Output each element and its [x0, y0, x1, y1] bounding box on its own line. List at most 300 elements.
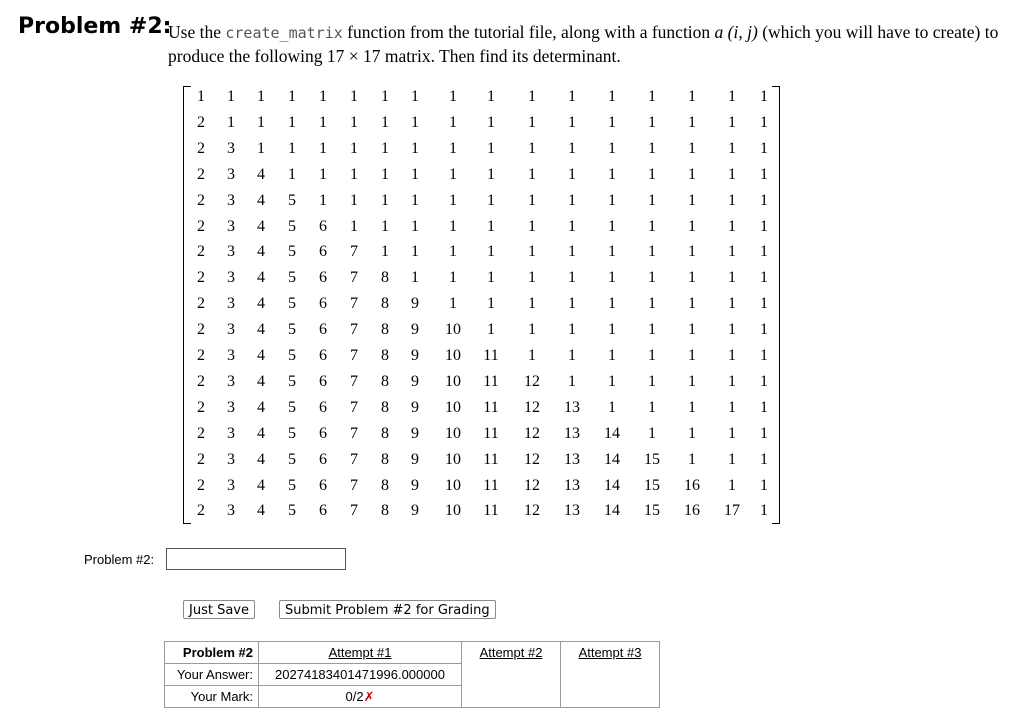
matrix-cell: 1: [487, 217, 495, 235]
matrix-cell: 1: [528, 88, 536, 105]
matrix-cell: 2: [197, 165, 205, 183]
matrix-cell: 6: [319, 321, 327, 339]
matrix-cell: 1: [728, 398, 736, 416]
matrix-cell: 1: [487, 295, 495, 313]
matrix-cell: 5: [288, 243, 296, 261]
matrix-cell: 9: [411, 398, 419, 416]
matrix-cell: 11: [483, 450, 499, 468]
matrix-cell: 1: [381, 139, 389, 157]
matrix-cell: 1: [257, 139, 265, 157]
matrix-cell: 1: [411, 243, 419, 261]
matrix-cell: 1: [350, 217, 358, 235]
matrix-cell: 7: [350, 502, 358, 520]
matrix-cell: 5: [288, 372, 296, 390]
your-mark-label: Your Mark:: [165, 686, 259, 708]
matrix-cell: 7: [350, 398, 358, 416]
attempt-2-link[interactable]: Attempt #2: [479, 645, 543, 660]
matrix-cell: 2: [197, 191, 205, 209]
matrix-cell: 10: [445, 321, 461, 339]
matrix-cell: 1: [568, 372, 576, 390]
attempt-1-answer: 20274183401471996.000000: [259, 664, 462, 686]
matrix-cell: 14: [604, 424, 620, 442]
matrix-cell: 1: [688, 424, 696, 442]
matrix-cell: 12: [524, 476, 540, 494]
matrix-cell: 9: [411, 372, 419, 390]
matrix-cell: 1: [688, 88, 696, 105]
matrix-cell: 1: [688, 450, 696, 468]
matrix-cell: 1: [487, 191, 495, 209]
matrix-cell: 6: [319, 243, 327, 261]
matrix-cell: 4: [257, 243, 265, 261]
matrix-cell: 1: [648, 269, 656, 287]
matrix-cell: 4: [257, 476, 265, 494]
matrix-cell: 1: [288, 165, 296, 183]
matrix-cell: 8: [381, 398, 389, 416]
matrix-cell: 7: [350, 424, 358, 442]
matrix-cell: 1: [688, 372, 696, 390]
matrix-cell: 3: [227, 295, 235, 313]
matrix-cell: 1: [688, 113, 696, 131]
matrix-cell: 1: [449, 191, 457, 209]
matrix-cell: 9: [411, 295, 419, 313]
matrix-cell: 9: [411, 450, 419, 468]
matrix-cell: 1: [449, 243, 457, 261]
matrix-cell: 1: [728, 450, 736, 468]
problem-heading: Problem #2:: [18, 14, 172, 39]
matrix-cell: 1: [449, 88, 457, 105]
matrix-cell: 2: [197, 269, 205, 287]
matrix-cell: 1: [528, 165, 536, 183]
matrix-cell: 1: [411, 217, 419, 235]
matrix-cell: 4: [257, 398, 265, 416]
matrix-cell: 1: [528, 295, 536, 313]
matrix-cell: 2: [197, 450, 205, 468]
matrix-cell: 8: [381, 295, 389, 313]
matrix-cell: 6: [319, 476, 327, 494]
matrix-cell: 8: [381, 476, 389, 494]
matrix-cell: 1: [728, 191, 736, 209]
function-name: create_matrix: [225, 24, 343, 42]
submit-grading-button[interactable]: Submit Problem #2 for Grading: [279, 600, 496, 619]
matrix-cell: 1: [568, 321, 576, 339]
matrix-cell: 4: [257, 424, 265, 442]
matrix-cell: 1: [449, 139, 457, 157]
matrix-cell: 1: [319, 191, 327, 209]
matrix-cell: 1: [648, 191, 656, 209]
matrix-cell: 9: [411, 347, 419, 364]
matrix-cell: 8: [381, 450, 389, 468]
matrix-cell: 1: [728, 347, 736, 364]
matrix-cell: 2: [197, 372, 205, 390]
matrix-cell: 5: [288, 269, 296, 287]
matrix-cell: 8: [381, 502, 389, 520]
matrix-cell: 1: [648, 347, 656, 364]
matrix-cell: 2: [197, 139, 205, 157]
matrix-cell: 1: [648, 372, 656, 390]
matrix-cell: 1: [227, 113, 235, 131]
matrix-cell: 8: [381, 321, 389, 339]
matrix-cell: 1: [528, 217, 536, 235]
your-answer-label: Your Answer:: [165, 664, 259, 686]
matrix-cell: 1: [760, 139, 768, 157]
matrix-cell: 1: [381, 165, 389, 183]
matrix-cell: 4: [257, 450, 265, 468]
matrix-cell: 7: [350, 321, 358, 339]
matrix-cell: 1: [350, 88, 358, 105]
matrix-cell: 5: [288, 347, 296, 364]
matrix-cell: 12: [524, 398, 540, 416]
matrix-cell: 4: [257, 347, 265, 364]
matrix-cell: 3: [227, 243, 235, 261]
matrix-cell: 3: [227, 398, 235, 416]
just-save-button[interactable]: Just Save: [183, 600, 255, 619]
matrix-cell: 1: [728, 217, 736, 235]
matrix-cell: 6: [319, 450, 327, 468]
matrix-cell: 8: [381, 269, 389, 287]
matrix-cell: 7: [350, 372, 358, 390]
incorrect-cross-icon: ✗: [363, 688, 375, 704]
matrix-cell: 3: [227, 269, 235, 287]
matrix-cell: 3: [227, 347, 235, 364]
matrix-cell: 4: [257, 372, 265, 390]
matrix-cell: 1: [648, 243, 656, 261]
matrix-cell: 2: [197, 398, 205, 416]
matrix-cell: 7: [350, 476, 358, 494]
matrix-cell: 1: [381, 243, 389, 261]
matrix-cell: 16: [684, 476, 700, 494]
matrix-cell: 3: [227, 450, 235, 468]
matrix-cell: 11: [483, 476, 499, 494]
matrix-cell: 16: [684, 502, 700, 520]
matrix-cell: 1: [608, 139, 616, 157]
matrix-cell: 1: [568, 88, 576, 105]
matrix-cell: 7: [350, 295, 358, 313]
matrix-cell: 1: [608, 398, 616, 416]
matrix-cell: 1: [760, 347, 768, 364]
matrix-cell: 9: [411, 476, 419, 494]
matrix-cell: 1: [381, 191, 389, 209]
matrix-cell: 1: [760, 243, 768, 261]
matrix-cell: 1: [728, 243, 736, 261]
statement-text-1: Use the: [168, 22, 226, 42]
matrix-cell: 1: [449, 113, 457, 131]
matrix-cell: 1: [568, 269, 576, 287]
matrix-cell: 1: [760, 269, 768, 287]
matrix-cell: 6: [319, 502, 327, 520]
matrix-cell: 7: [350, 269, 358, 287]
matrix-cell: 1: [608, 347, 616, 364]
matrix-cell: 1: [568, 217, 576, 235]
matrix-cell: 1: [449, 295, 457, 313]
matrix-cell: 1: [728, 88, 736, 105]
matrix-cell: 4: [257, 321, 265, 339]
matrix-cell: 1: [608, 321, 616, 339]
matrix-cell: 1: [449, 269, 457, 287]
answer-label: Problem #2:: [84, 552, 155, 567]
matrix-cell: 1: [568, 165, 576, 183]
matrix-cell: 1: [568, 347, 576, 364]
statement-text-3: (which you will have to create) to produce the following 17 × 17 matrix. Then find its determinant.: [168, 22, 999, 66]
matrix-cell: 1: [760, 295, 768, 313]
matrix-cell: 13: [564, 476, 580, 494]
matrix-cell: 1: [688, 398, 696, 416]
matrix-cell: 1: [688, 295, 696, 313]
matrix-cell: 1: [760, 502, 768, 520]
matrix-cell: 10: [445, 450, 461, 468]
matrix-cell: 14: [604, 502, 620, 520]
matrix-cell: 1: [760, 88, 768, 105]
matrix-cell: 2: [197, 424, 205, 442]
matrix-cell: 1: [760, 398, 768, 416]
matrix-cell: 1: [350, 139, 358, 157]
matrix-cell: 9: [411, 502, 419, 520]
matrix-cell: 10: [445, 424, 461, 442]
matrix-cell: 1: [528, 269, 536, 287]
matrix-cell: 12: [524, 372, 540, 390]
matrix-cell: 1: [449, 165, 457, 183]
matrix-cell: 1: [688, 347, 696, 364]
matrix-cell: 12: [524, 450, 540, 468]
matrix-cell: 3: [227, 502, 235, 520]
matrix-cell: 1: [568, 113, 576, 131]
matrix-cell: 1: [608, 165, 616, 183]
matrix-cell: 14: [604, 476, 620, 494]
matrix-cell: 2: [197, 347, 205, 364]
matrix-cell: 3: [227, 165, 235, 183]
matrix-cell: 1: [608, 372, 616, 390]
matrix-cell: 4: [257, 269, 265, 287]
matrix-cell: 1: [411, 88, 419, 105]
matrix-cell: 3: [227, 424, 235, 442]
matrix-cell: 5: [288, 321, 296, 339]
attempt-1-mark: [259, 686, 462, 708]
matrix-cell: 2: [197, 295, 205, 313]
matrix-cell: 11: [483, 502, 499, 520]
matrix-cell: 2: [197, 321, 205, 339]
matrix-cell: 1: [688, 321, 696, 339]
matrix-cell: 15: [644, 450, 660, 468]
matrix-cell: 11: [483, 372, 499, 390]
matrix-cell: 1: [648, 165, 656, 183]
matrix-cell: 1: [381, 113, 389, 131]
matrix-cell: 4: [257, 295, 265, 313]
matrix-cell: 3: [227, 139, 235, 157]
matrix-cell: 1: [381, 88, 389, 105]
matrix-cell: 1: [728, 269, 736, 287]
matrix-cell: 1: [528, 243, 536, 261]
matrix-cell: 1: [760, 372, 768, 390]
statement-text-2: function from the tutorial file, along with a function: [342, 22, 715, 42]
matrix-cell: 1: [728, 372, 736, 390]
matrix-cell: 1: [648, 113, 656, 131]
matrix-cell: 1: [487, 88, 495, 105]
matrix-cell: 4: [257, 191, 265, 209]
attempt-3-link[interactable]: Attempt #3: [578, 645, 642, 660]
matrix-cell: 6: [319, 217, 327, 235]
matrix-cell: 6: [319, 398, 327, 416]
matrix-cell: 6: [319, 424, 327, 442]
matrix-cell: 1: [648, 321, 656, 339]
matrix-cell: 5: [288, 398, 296, 416]
matrix-cell: 1: [411, 191, 419, 209]
matrix-cell: 1: [760, 424, 768, 442]
results-table: [164, 641, 660, 708]
matrix-cell: 1: [648, 424, 656, 442]
matrix-cell: 12: [524, 424, 540, 442]
matrix-cell: 9: [411, 424, 419, 442]
matrix-cell: 6: [319, 347, 327, 364]
matrix-cell: 1: [760, 321, 768, 339]
matrix-cell: 3: [227, 321, 235, 339]
matrix-cell: 1: [487, 243, 495, 261]
matrix-cell: 1: [257, 88, 265, 105]
matrix-cell: 1: [487, 321, 495, 339]
matrix-cell: 6: [319, 372, 327, 390]
matrix-cell: 5: [288, 476, 296, 494]
matrix-cell: 5: [288, 502, 296, 520]
matrix-cell: 1: [197, 88, 205, 105]
matrix-cell: 1: [608, 113, 616, 131]
matrix-cell: 1: [728, 424, 736, 442]
matrix-cell: 1: [319, 88, 327, 105]
matrix-cell: 1: [760, 476, 768, 494]
matrix-cell: 5: [288, 424, 296, 442]
matrix-cell: 1: [648, 295, 656, 313]
matrix-cell: 1: [449, 217, 457, 235]
matrix-cell: 1: [487, 165, 495, 183]
matrix-cell: 1: [487, 113, 495, 131]
matrix-cell: 3: [227, 191, 235, 209]
matrix-cell: 1: [227, 88, 235, 105]
mark-value: 0/2: [345, 688, 364, 704]
matrix-cell: 1: [688, 243, 696, 261]
matrix-cell: 1: [288, 139, 296, 157]
matrix-cell: 5: [288, 191, 296, 209]
attempt-1-link[interactable]: Attempt #1: [328, 645, 392, 660]
matrix-cell: 1: [688, 191, 696, 209]
matrix-cell: 1: [608, 243, 616, 261]
matrix-cell: 1: [381, 217, 389, 235]
matrix-cell: 12: [524, 502, 540, 520]
math-function: a (i, j): [714, 22, 758, 42]
matrix-cell: 2: [197, 476, 205, 494]
matrix-cell: 10: [445, 476, 461, 494]
matrix-cell: 2: [197, 502, 205, 520]
matrix-cell: 1: [528, 113, 536, 131]
matrix-cell: 1: [411, 269, 419, 287]
matrix-cell: 7: [350, 347, 358, 364]
matrix-cell: 1: [728, 295, 736, 313]
matrix-cell: 8: [381, 347, 389, 364]
matrix-cell: 1: [411, 165, 419, 183]
matrix-cell: 1: [528, 139, 536, 157]
matrix-cell: 5: [288, 450, 296, 468]
matrix-cell: 1: [568, 191, 576, 209]
matrix-cell: 1: [350, 191, 358, 209]
matrix-cell: 11: [483, 424, 499, 442]
matrix-cell: 1: [728, 139, 736, 157]
matrix-cell: 1: [760, 165, 768, 183]
matrix-cell: 1: [648, 398, 656, 416]
matrix-cell: 1: [728, 113, 736, 131]
matrix-cell: 6: [319, 295, 327, 313]
matrix-cell: 1: [760, 113, 768, 131]
matrix-cell: 8: [381, 424, 389, 442]
matrix-cell: 1: [350, 113, 358, 131]
matrix-cell: 1: [568, 139, 576, 157]
matrix-cell: 5: [288, 217, 296, 235]
problem-statement: [168, 21, 1010, 68]
matrix-cell: 15: [644, 502, 660, 520]
matrix-cell: 1: [487, 139, 495, 157]
matrix-cell: 4: [257, 217, 265, 235]
matrix-cell: 2: [197, 113, 205, 131]
matrix-cell: 6: [319, 269, 327, 287]
matrix-cell: 1: [608, 191, 616, 209]
matrix-cell: 1: [319, 165, 327, 183]
matrix-cell: 13: [564, 502, 580, 520]
matrix-cell: 1: [648, 139, 656, 157]
results-problem-label: Problem #2: [165, 642, 259, 664]
matrix-cell: 10: [445, 398, 461, 416]
matrix-cell: 1: [760, 191, 768, 209]
matrix-cell: 15: [644, 476, 660, 494]
matrix-cell: 1: [288, 88, 296, 105]
matrix-cell: 1: [688, 139, 696, 157]
matrix-cell: 1: [760, 450, 768, 468]
matrix-cell: 3: [227, 476, 235, 494]
matrix-cell: 5: [288, 295, 296, 313]
matrix-cell: 1: [608, 295, 616, 313]
matrix-cell: 13: [564, 398, 580, 416]
matrix-cell: 1: [528, 191, 536, 209]
matrix-display: [183, 86, 783, 526]
matrix-cell: 1: [411, 113, 419, 131]
matrix-cell: 1: [288, 113, 296, 131]
matrix-cell: 7: [350, 243, 358, 261]
matrix-cell: 1: [728, 321, 736, 339]
results-header-row: [165, 642, 660, 664]
matrix-cell: 1: [728, 476, 736, 494]
matrix-cell: 1: [648, 217, 656, 235]
matrix-cell: 11: [483, 398, 499, 416]
matrix-cell: 4: [257, 165, 265, 183]
matrix-cell: 1: [411, 139, 419, 157]
matrix-cell: 7: [350, 450, 358, 468]
matrix-cell: 1: [319, 139, 327, 157]
matrix-cell: 1: [350, 165, 358, 183]
matrix-cell: 10: [445, 372, 461, 390]
matrix-cell: 1: [648, 88, 656, 105]
matrix-cell: 13: [564, 450, 580, 468]
matrix-cell: 14: [604, 450, 620, 468]
matrix-cell: 17: [724, 502, 740, 520]
matrix-cell: 1: [528, 321, 536, 339]
matrix-cell: 1: [728, 165, 736, 183]
matrix-cell: 1: [688, 217, 696, 235]
matrix-cell: 9: [411, 321, 419, 339]
matrix-cell: 13: [564, 424, 580, 442]
matrix-cell: 1: [608, 88, 616, 105]
matrix-cell: 2: [197, 243, 205, 261]
matrix-cell: 3: [227, 217, 235, 235]
answer-input[interactable]: [166, 548, 346, 570]
matrix-cell: 10: [445, 347, 461, 364]
matrix-cell: 1: [257, 113, 265, 131]
matrix-cell: 1: [568, 295, 576, 313]
matrix-cell: 1: [760, 217, 768, 235]
matrix-cell: 3: [227, 372, 235, 390]
